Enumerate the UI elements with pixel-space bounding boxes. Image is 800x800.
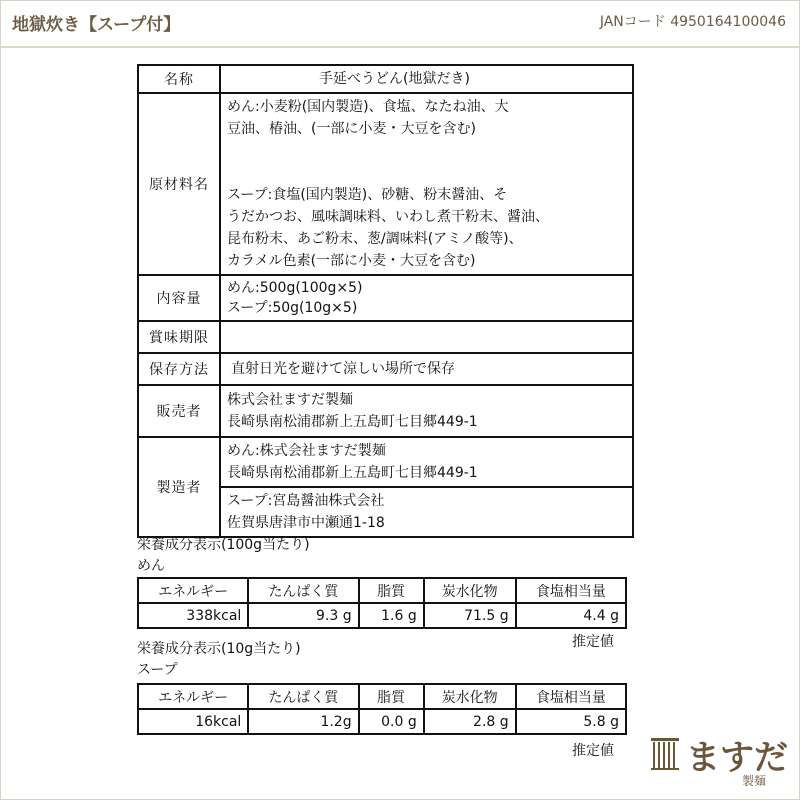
ingredients-soup-line: 昆布粉末、あご粉末、葱/調味料(アミノ酸等)、 [227, 231, 523, 247]
spacer [227, 140, 626, 184]
row-expiry [138, 321, 633, 353]
ingredients-noodle-line: 豆油、椿油、(一部に小麦・大豆を含む) [227, 121, 476, 137]
header-energy: エネルギー [138, 578, 248, 603]
value-storage: 直射日光を避けて涼しい場所で保存 [220, 353, 633, 385]
value-ingredients [220, 93, 633, 275]
nutrition-soup-table [137, 683, 627, 735]
head-expiry: 賞味期限 [138, 321, 220, 353]
maker-soup-line: 佐賀県唐津市中瀬通1-18 [227, 515, 385, 531]
nutrition-noodle-table [137, 577, 627, 629]
head-maker: 製造者 [138, 437, 220, 537]
nutrition-header-row [138, 578, 626, 603]
product-label-table [137, 64, 634, 538]
content-line: スープ:50g(10g×5) [227, 300, 358, 316]
header-fat: 脂質 [359, 578, 424, 603]
nutrition-noodle-note: 推定値 [572, 634, 614, 650]
seller-line: 長崎県南松浦郡新上五島町七目郷449-1 [227, 414, 478, 430]
header [0, 0, 800, 46]
nutrition-header-row [138, 684, 626, 709]
header-protein: たんぱく質 [248, 684, 358, 709]
head-ingredients: 原材料名 [138, 93, 220, 275]
nutrition-value-row [138, 709, 626, 734]
nutrition-soup-subtitle: スープ [137, 662, 178, 678]
ingredients-soup-line: スープ:食塩(国内製造)、砂糖、粉末醤油、そ [227, 187, 508, 203]
head-content: 内容量 [138, 275, 220, 321]
row-name [138, 65, 633, 93]
seller-line: 株式会社ますだ製麺 [227, 392, 353, 408]
header-salt: 食塩相当量 [516, 578, 626, 603]
header-carbs: 炭水化物 [424, 578, 516, 603]
product-title: 地獄炊き【スープ付】 [12, 15, 181, 35]
maker-noodle-line: めん:株式会社ますだ製麺 [227, 443, 386, 459]
logo-text: ますだ [686, 738, 788, 778]
jan-code: JANコード 4950164100046 [599, 14, 786, 30]
masuda-logo [650, 730, 790, 794]
logo-mark-icon [650, 736, 680, 772]
logo-subtext: 製麺 [742, 774, 767, 788]
content-line: めん:500g(100g×5) [227, 280, 363, 296]
product-name: 手延べうどん(地獄だき) [319, 71, 470, 87]
value-name [220, 65, 633, 93]
head-storage: 保存方法 [138, 353, 220, 385]
nutrition-noodle-subtitle: めん [137, 558, 165, 574]
value-fat: 0.0 g [359, 709, 424, 734]
head-name: 名称 [138, 65, 220, 93]
value-salt: 4.4 g [516, 603, 626, 628]
header-carbs: 炭水化物 [424, 684, 516, 709]
maker-soup-line: スープ:宮島醤油株式会社 [227, 493, 385, 509]
header-salt: 食塩相当量 [516, 684, 626, 709]
ingredients-soup-line: うだかつお、風味調味料、いわし煮干粉末、醤油、 [227, 209, 549, 225]
ingredients-noodle-line: めん:小麦粉(国内製造)、食塩、なたね油、大 [227, 99, 509, 115]
nutrition-noodle-title: 栄養成分表示(100g当たり) [137, 537, 310, 553]
maker-soup [221, 486, 632, 536]
value-protein: 1.2g [248, 709, 358, 734]
header-energy: エネルギー [138, 684, 248, 709]
value-energy: 16kcal [138, 709, 248, 734]
value-carbs: 71.5 g [424, 603, 516, 628]
head-seller: 販売者 [138, 385, 220, 437]
row-seller [138, 385, 633, 437]
value-fat: 1.6 g [359, 603, 424, 628]
header-fat: 脂質 [359, 684, 424, 709]
row-maker [138, 437, 633, 537]
nutrition-value-row [138, 603, 626, 628]
value-maker [220, 437, 633, 537]
value-seller [220, 385, 633, 437]
value-salt: 5.8 g [516, 709, 626, 734]
maker-noodle-line: 長崎県南松浦郡新上五島町七目郷449-1 [227, 465, 478, 481]
value-content [220, 275, 633, 321]
header-protein: たんぱく質 [248, 578, 358, 603]
nutrition-soup-title: 栄養成分表示(10g当たり) [137, 641, 301, 657]
value-expiry [220, 321, 633, 353]
row-ingredients [138, 93, 633, 275]
value-carbs: 2.8 g [424, 709, 516, 734]
row-content [138, 275, 633, 321]
header-divider [0, 46, 800, 48]
value-protein: 9.3 g [248, 603, 358, 628]
row-storage [138, 353, 633, 385]
ingredients-soup-line: カラメル色素(一部に小麦・大豆を含む) [227, 253, 476, 269]
value-energy: 338kcal [138, 603, 248, 628]
nutrition-soup-note: 推定値 [572, 743, 614, 759]
